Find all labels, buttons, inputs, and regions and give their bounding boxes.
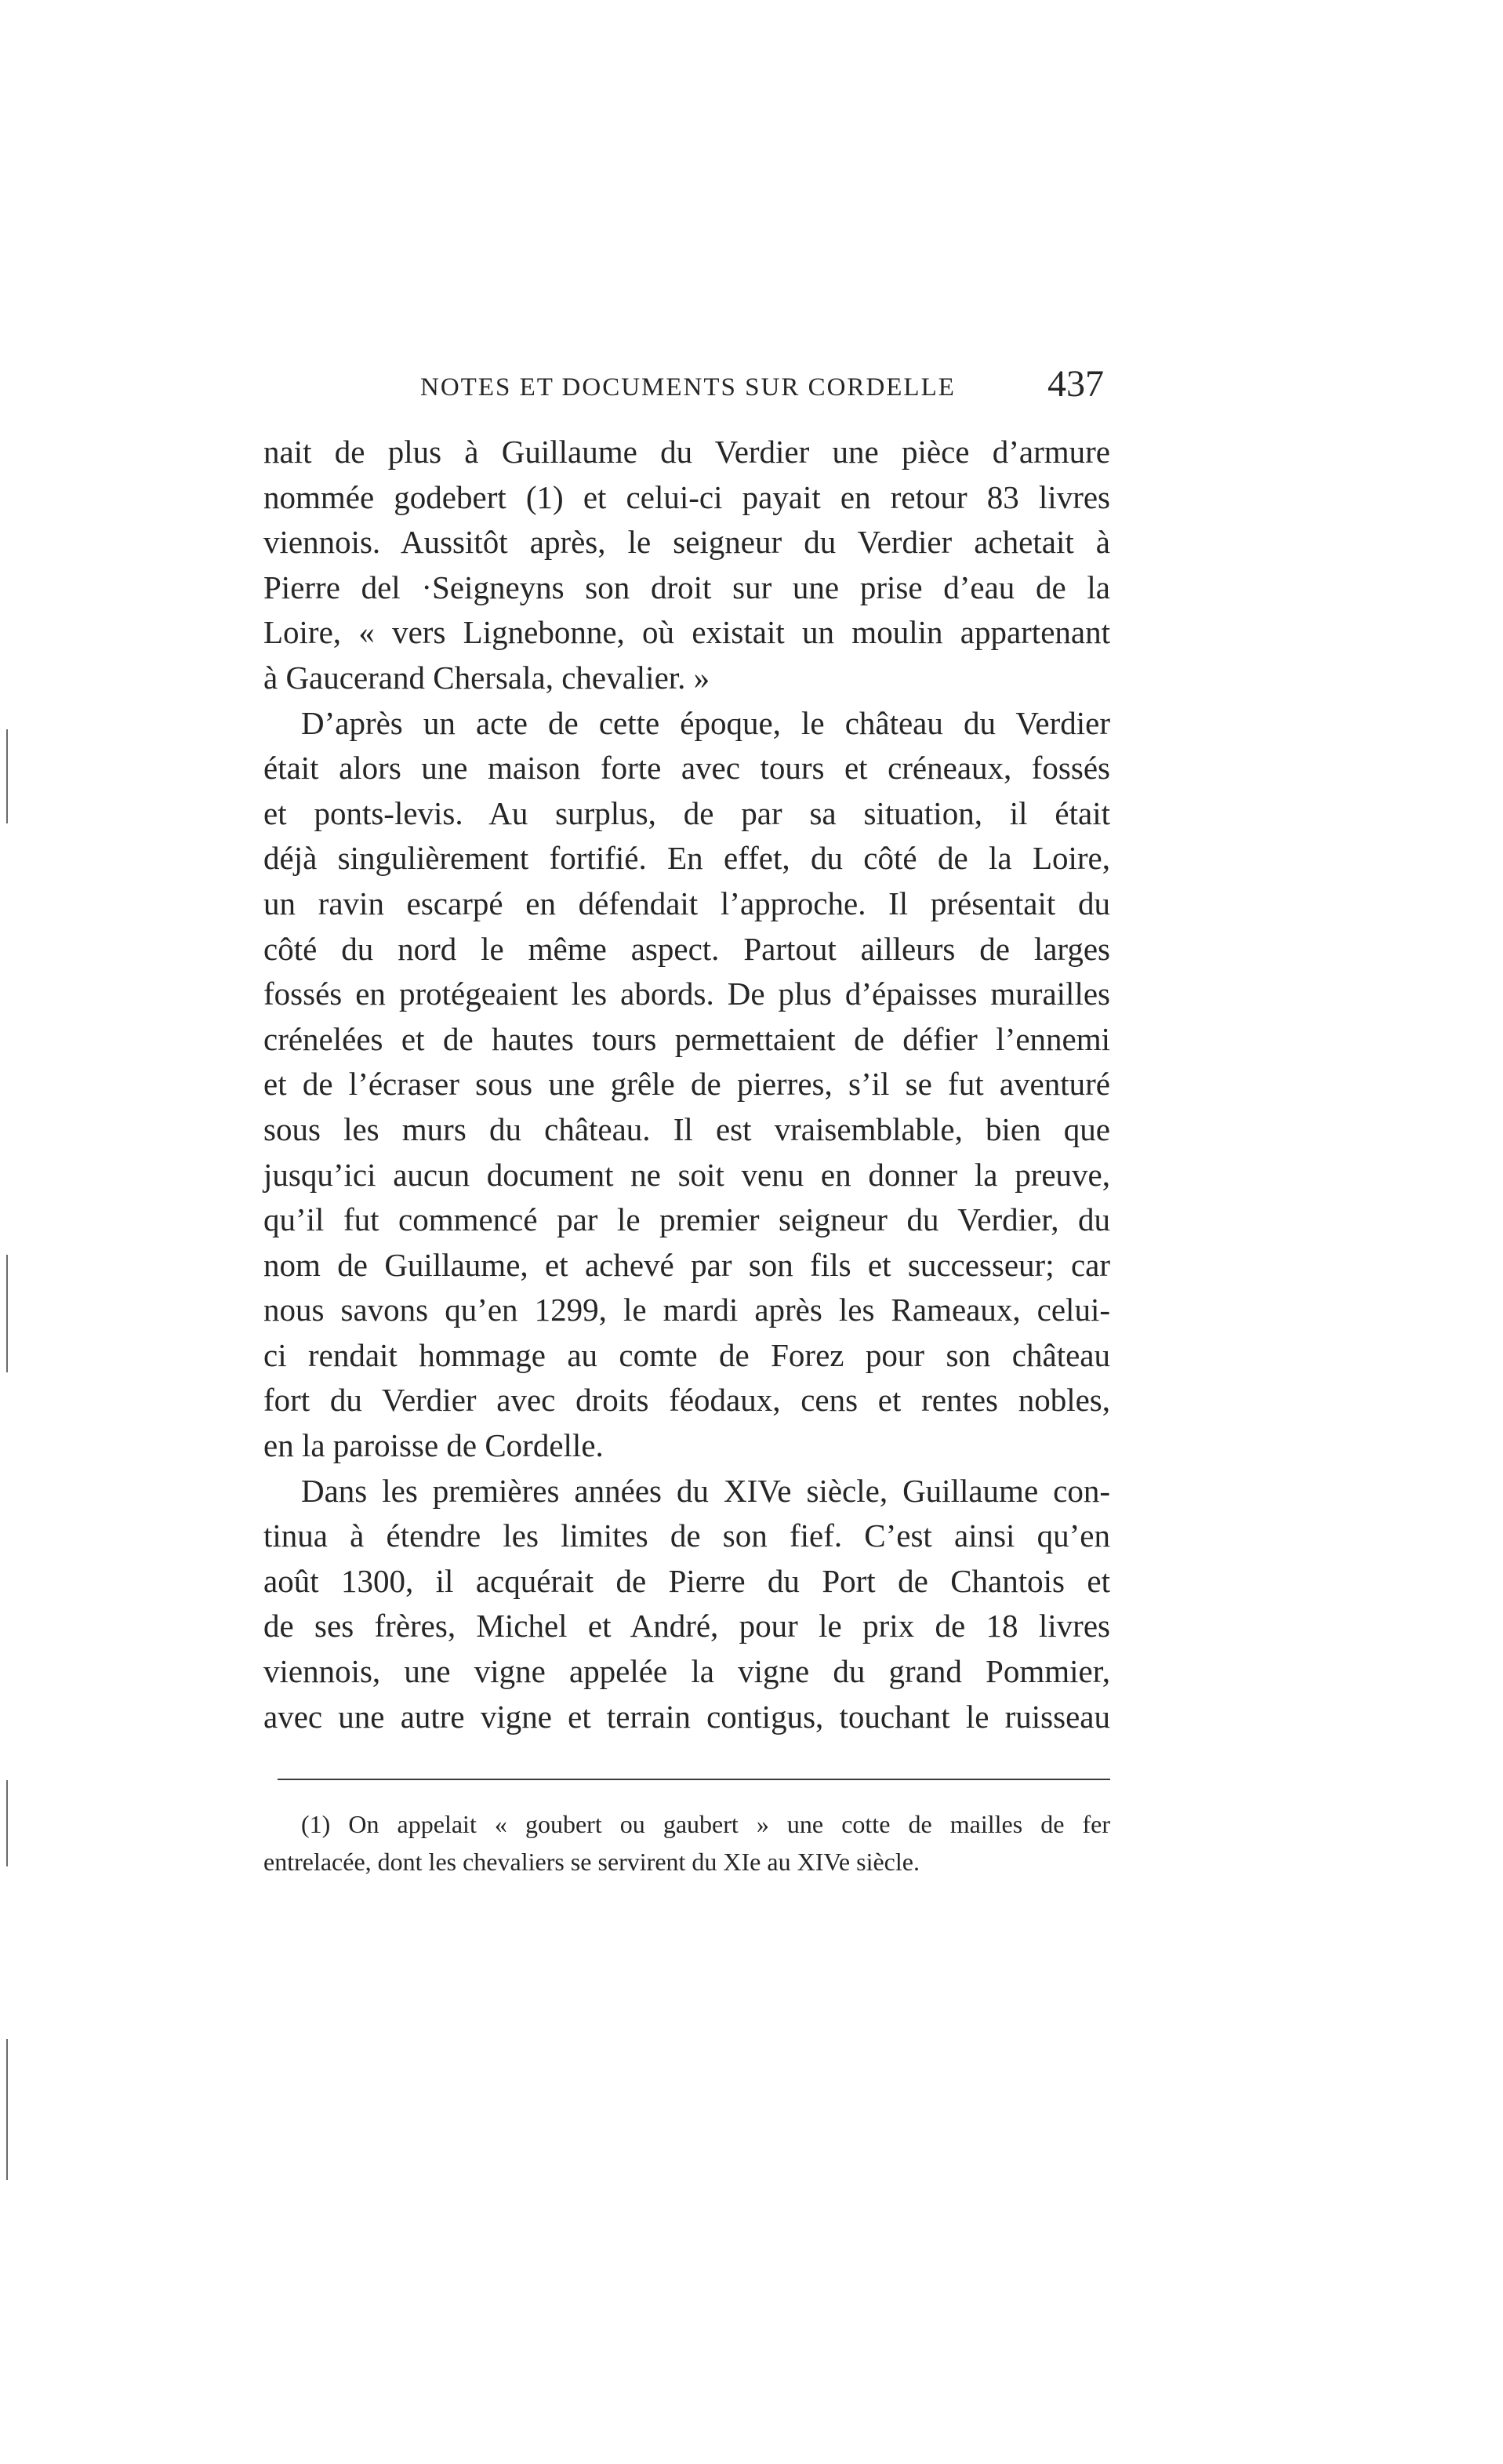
footnote-separator [278, 1779, 1110, 1780]
text-line: déjà singulièrement fortifié. En effet, du côté de la Loire, [263, 840, 1110, 877]
text-line: fort du Verdier avec droits féodaux, cens et rentes nobles, [263, 1382, 1110, 1419]
scan-edge-mark [6, 1780, 8, 1866]
text-line: avec une autre vigne et terrain contigus, touchant le ruisseau [263, 1698, 1110, 1735]
text-line: nommée godebert (1) et celui-ci payait en retour 83 livres [263, 478, 1110, 515]
text-line: viennois. Aussitôt après, le seigneur du Verdier achetait à [263, 524, 1110, 561]
page-number: 437 [1047, 363, 1104, 405]
text-line: était alors une maison forte avec tours et créneaux, fossés [263, 750, 1110, 787]
scan-edge-mark [6, 1255, 8, 1372]
running-title: NOTES ET DOCUMENTS SUR CORDELLE [420, 373, 956, 402]
text-line: Pierre del ·Seigneyns son droit sur une prise d’eau de la [263, 569, 1110, 605]
footnote [263, 1805, 1110, 1881]
footnote-line: (1) On appelait « goubert ou gaubert » une cotte de mailles de fer [301, 1810, 1110, 1838]
scan-edge-mark [6, 2039, 8, 2180]
text-line: de ses frères, Michel et André, pour le prix de 18 livres [263, 1608, 1110, 1644]
footnote-line: entrelacée, dont les chevaliers se servirent du XIe au XIVe siècle. [263, 1848, 920, 1876]
text-line: à Gaucerand Chersala, chevalier. » [263, 659, 710, 696]
body-text [263, 430, 1110, 1739]
text-line: D’après un acte de cette époque, le château du Verdier [301, 704, 1110, 741]
text-line: tinua à étendre les limites de son fief. C’est ainsi qu’en [263, 1517, 1110, 1554]
text-line: nom de Guillaume, et achevé par son fils et successeur; car [263, 1246, 1110, 1283]
text-line: nous savons qu’en 1299, le mardi après les Rameaux, celui- [263, 1292, 1110, 1328]
text-line: Loire, « vers Lignebonne, où existait un moulin appartenant [263, 614, 1110, 651]
text-line: côté du nord le même aspect. Partout ailleurs de larges [263, 930, 1110, 967]
text-line: et ponts-levis. Au surplus, de par sa situation, il était [263, 794, 1110, 831]
text-line: nait de plus à Guillaume du Verdier une pièce d’armure [263, 434, 1110, 470]
text-line: un ravin escarpé en défendait l’approche. Il présentait du [263, 885, 1110, 921]
page-header [420, 362, 1110, 417]
text-line: qu’il fut commencé par le premier seigneur du Verdier, du [263, 1201, 1110, 1238]
text-line: et de l’écraser sous une grêle de pierres, s’il se fut aventuré [263, 1066, 1110, 1103]
text-line: Dans les premières années du XIVe siècle, Guillaume con- [301, 1472, 1110, 1509]
scan-edge-mark [6, 729, 8, 823]
text-line: août 1300, il acquérait de Pierre du Port de Chantois et [263, 1562, 1110, 1599]
text-line: jusqu’ici aucun document ne soit venu en donner la preuve, [263, 1156, 1110, 1193]
text-line: fossés en protégeaient les abords. De plus d’épaisses murailles [263, 976, 1110, 1012]
text-line: viennois, une vigne appelée la vigne du grand Pommier, [263, 1653, 1110, 1690]
text-line: sous les murs du château. Il est vraisemblable, bien que [263, 1110, 1110, 1147]
text-line: crénelées et de hautes tours permettaient de défier l’ennemi [263, 1020, 1110, 1057]
text-line: en la paroisse de Cordelle. [263, 1427, 604, 1464]
text-line: ci rendait hommage au comte de Forez pour son château [263, 1336, 1110, 1373]
